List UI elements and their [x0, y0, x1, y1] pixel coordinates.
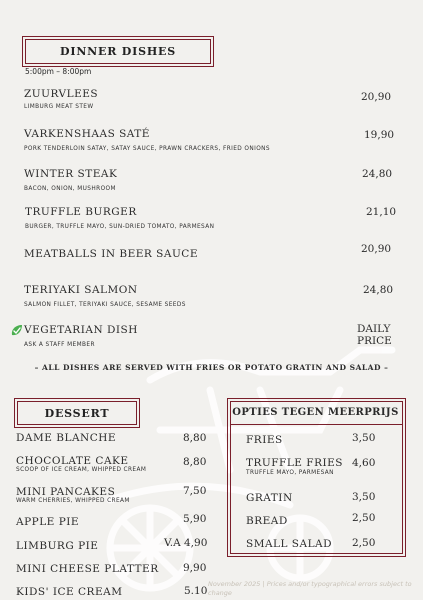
dinner-hours: 5:00pm – 8:00pm: [25, 67, 92, 76]
dinner-item-price: 19,90: [364, 129, 395, 141]
extras-item-name: BREAD: [246, 515, 288, 527]
dessert-item-price: 8,80: [183, 432, 207, 444]
dinner-item-price: 21,10: [366, 206, 397, 218]
extras-item-name: GRATIN: [246, 492, 293, 504]
dinner-title: DINNER DISHES: [60, 45, 176, 58]
dinner-item-desc: SALMON FILLET, TERIYAKI SAUCE, SESAME SEEDS: [24, 302, 186, 308]
extras-title-divider: [230, 424, 403, 425]
extras-item-desc: TRUFFLE MAYO, PARMESAN: [246, 470, 334, 476]
dinner-item-name: TERIYAKI SALMON: [24, 284, 138, 296]
dinner-item-price: 20,90: [361, 243, 392, 255]
dessert-item-desc: WARM CHERRIES, WHIPPED CREAM: [16, 498, 130, 504]
footer-line-1: November 2025 | Prices and/or typographical errors subject to: [208, 580, 412, 588]
dessert-title: DESSERT: [44, 406, 110, 420]
dinner-item-desc: BACON, ONION, MUSHROOM: [24, 186, 116, 192]
dinner-item-name: VEGETARIAN DISH: [24, 324, 138, 336]
dinner-note: – ALL DISHES ARE SERVED WITH FRIES OR POTATO GRATIN AND SALAD –: [34, 363, 389, 372]
dessert-item-name: DAME BLANCHE: [16, 432, 117, 444]
dinner-item-price-line1: DAILY: [357, 323, 391, 335]
dinner-item-name: TRUFFLE BURGER: [25, 206, 137, 218]
dessert-item-name: MINI PANCAKES: [16, 486, 116, 498]
extras-item-price: 2,50: [352, 512, 376, 524]
extras-item-price: 2,50: [352, 537, 376, 549]
footer-note: [208, 580, 412, 598]
leaf-check-icon: [10, 324, 23, 337]
dessert-item-price: 8,80: [183, 456, 207, 468]
dinner-item-name: WINTER STEAK: [24, 168, 118, 180]
dinner-item-price-line2: PRICE: [357, 335, 392, 347]
extras-item-price: 3,50: [352, 491, 376, 503]
dinner-item-desc: ASK A STAFF MEMBER: [24, 342, 95, 348]
dinner-item-name: ZUURVLEES: [24, 88, 99, 100]
dinner-item-name: VARKENSHAAS SATÉ: [24, 128, 150, 140]
dinner-item-price: 20,90: [361, 91, 392, 103]
dinner-item-desc: LIMBURG MEAT STEW: [24, 104, 94, 110]
dessert-item-price: V.A 4,90: [164, 537, 208, 549]
dessert-item-price: 5,90: [183, 513, 207, 525]
extras-title: OPTIES TEGEN MEERPRIJS: [232, 407, 399, 418]
dinner-item-price: 24,80: [362, 168, 393, 180]
dessert-item-desc: SCOOP OF ICE CREAM, WHIPPED CREAM: [16, 467, 147, 473]
dessert-item-name: MINI CHEESE PLATTER: [16, 563, 159, 575]
extras-item-name: TRUFFLE FRIES: [246, 457, 344, 469]
extras-item-name: FRIES: [246, 434, 283, 446]
footer-line-2: change: [208, 589, 232, 597]
extras-item-name: SMALL SALAD: [246, 538, 333, 550]
dinner-item-price: 24,80: [363, 284, 394, 296]
dessert-title-box: [17, 401, 137, 425]
dinner-item-desc: BURGER, TRUFFLE MAYO, SUN-DRIED TOMATO, PARMESAN: [25, 224, 215, 230]
dinner-item-name: MEATBALLS IN BEER SAUCE: [24, 248, 198, 260]
dessert-item-price: 9,90: [183, 562, 207, 574]
dessert-item-name: LIMBURG PIE: [16, 540, 99, 552]
dessert-item-price: 5.10: [184, 585, 208, 597]
dessert-item-name: APPLE PIE: [16, 516, 80, 528]
dessert-item-price: 7,50: [183, 485, 207, 497]
extras-item-price: 3,50: [352, 432, 376, 444]
dinner-item-desc: PORK TENDERLOIN SATAY, SATAY SAUCE, PRAWN CRACKERS, FRIED ONIONS: [24, 146, 271, 152]
dinner-title-box: [25, 39, 211, 64]
dessert-item-name: CHOCOLATE CAKE: [16, 455, 129, 467]
extras-item-price: 4,60: [352, 457, 376, 469]
dessert-item-name: KIDS' ICE CREAM: [16, 586, 123, 598]
